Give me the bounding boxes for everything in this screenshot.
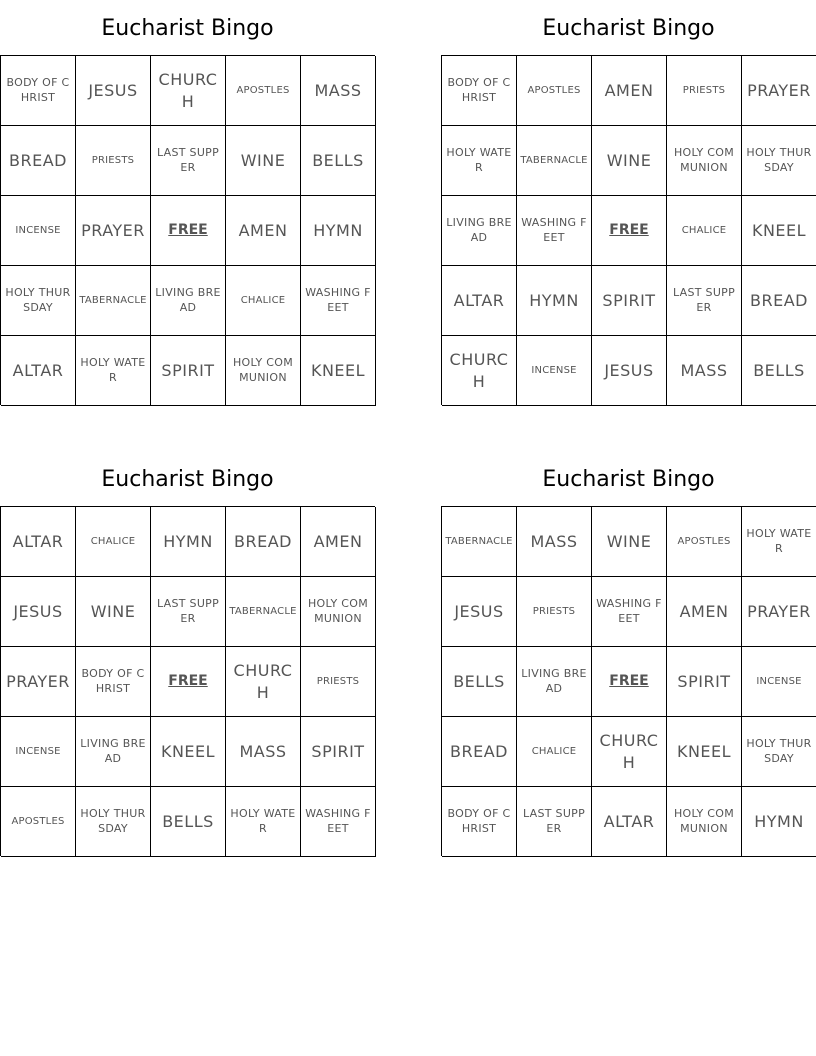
- bingo-cell: HOLY WATER: [742, 507, 816, 577]
- bingo-cell: PRIESTS: [301, 647, 376, 717]
- bingo-cell: HOLY THURSDAY: [76, 787, 151, 857]
- bingo-cell: BREAD: [1, 126, 76, 196]
- bingo-cell: ALTAR: [1, 336, 76, 406]
- bingo-grid: [441, 506, 816, 856]
- bingo-cell: JESUS: [1, 577, 76, 647]
- bingo-cell: SPIRIT: [592, 266, 667, 336]
- bingo-cell: LAST SUPPER: [151, 577, 226, 647]
- bingo-cell: HYMN: [151, 507, 226, 577]
- bingo-cell: APOSTLES: [226, 56, 301, 126]
- bingo-cell: BODY OF CHRIST: [1, 56, 76, 126]
- bingo-cell: PRAYER: [742, 56, 816, 126]
- bingo-cell: WINE: [592, 126, 667, 196]
- bingo-cell: BODY OF CHRIST: [442, 56, 517, 126]
- bingo-cell: HOLY COMMUNION: [667, 787, 742, 857]
- bingo-cell: HOLY THURSDAY: [742, 126, 816, 196]
- bingo-cell: ALTAR: [442, 266, 517, 336]
- bingo-cell: BELLS: [742, 336, 816, 406]
- bingo-cell: AMEN: [667, 577, 742, 647]
- bingo-cell: LIVING BREAD: [517, 647, 592, 717]
- free-space: FREE: [151, 196, 226, 266]
- bingo-cell: KNEEL: [667, 717, 742, 787]
- bingo-cell: HOLY WATER: [442, 126, 517, 196]
- bingo-cell: WINE: [76, 577, 151, 647]
- free-space: FREE: [592, 647, 667, 717]
- bingo-cell: KNEEL: [742, 196, 816, 266]
- bingo-cell: PRIESTS: [667, 56, 742, 126]
- bingo-cell: AMEN: [301, 507, 376, 577]
- bingo-grid: [0, 55, 375, 405]
- bingo-cell: LIVING BREAD: [76, 717, 151, 787]
- bingo-cell: KNEEL: [301, 336, 376, 406]
- bingo-cell: BODY OF CHRIST: [442, 787, 517, 857]
- card-title: Eucharist Bingo: [542, 467, 715, 492]
- bingo-cell: BELLS: [151, 787, 226, 857]
- bingo-cell: CHALICE: [667, 196, 742, 266]
- bingo-cell: TABERNACLE: [76, 266, 151, 336]
- bingo-cell: HOLY THURSDAY: [1, 266, 76, 336]
- bingo-cell: TABERNACLE: [226, 577, 301, 647]
- bingo-cell: PRAYER: [1, 647, 76, 717]
- bingo-cell: WINE: [592, 507, 667, 577]
- bingo-cell: INCENSE: [1, 196, 76, 266]
- bingo-cell: WINE: [226, 126, 301, 196]
- free-space: FREE: [151, 647, 226, 717]
- bingo-cell: JESUS: [76, 56, 151, 126]
- bingo-cell: SPIRIT: [301, 717, 376, 787]
- card-title: Eucharist Bingo: [101, 16, 274, 41]
- bingo-cell: LAST SUPPER: [667, 266, 742, 336]
- bingo-cell: HYMN: [742, 787, 816, 857]
- bingo-cell: HOLY WATER: [76, 336, 151, 406]
- bingo-card-2: [441, 0, 816, 405]
- bingo-cell: TABERNACLE: [517, 126, 592, 196]
- bingo-cell: JESUS: [592, 336, 667, 406]
- bingo-cell: PRAYER: [76, 196, 151, 266]
- card-title: Eucharist Bingo: [542, 16, 715, 41]
- bingo-cell: APOSTLES: [517, 56, 592, 126]
- bingo-cell: HOLY WATER: [226, 787, 301, 857]
- bingo-cell: PRAYER: [742, 577, 816, 647]
- bingo-grid: [441, 55, 816, 405]
- bingo-card-1: [0, 0, 375, 405]
- bingo-cell: HYMN: [301, 196, 376, 266]
- bingo-cell: MASS: [517, 507, 592, 577]
- card-title: Eucharist Bingo: [101, 467, 274, 492]
- bingo-cell: CHURCH: [226, 647, 301, 717]
- bingo-cell: BODY OF CHRIST: [76, 647, 151, 717]
- bingo-cell: LIVING BREAD: [151, 266, 226, 336]
- bingo-cell: LIVING BREAD: [442, 196, 517, 266]
- bingo-cell: ALTAR: [1, 507, 76, 577]
- bingo-cell: BELLS: [442, 647, 517, 717]
- bingo-cell: SPIRIT: [151, 336, 226, 406]
- bingo-cell: CHURCH: [592, 717, 667, 787]
- bingo-cell: CHURCH: [151, 56, 226, 126]
- bingo-cell: HYMN: [517, 266, 592, 336]
- bingo-cell: WASHING FEET: [301, 266, 376, 336]
- bingo-cell: BREAD: [742, 266, 816, 336]
- bingo-cell: HOLY COMMUNION: [301, 577, 376, 647]
- bingo-cell: KNEEL: [151, 717, 226, 787]
- bingo-cell: CHALICE: [517, 717, 592, 787]
- bingo-cell: PRIESTS: [517, 577, 592, 647]
- bingo-cell: SPIRIT: [667, 647, 742, 717]
- bingo-cell: HOLY COMMUNION: [667, 126, 742, 196]
- bingo-cell: HOLY COMMUNION: [226, 336, 301, 406]
- bingo-cell: MASS: [667, 336, 742, 406]
- bingo-cell: INCENSE: [1, 717, 76, 787]
- bingo-cell: BREAD: [442, 717, 517, 787]
- bingo-cell: MASS: [226, 717, 301, 787]
- bingo-cell: LAST SUPPER: [517, 787, 592, 857]
- bingo-cell: WASHING FEET: [301, 787, 376, 857]
- bingo-cell: CHALICE: [76, 507, 151, 577]
- bingo-cell: JESUS: [442, 577, 517, 647]
- free-space: FREE: [592, 196, 667, 266]
- bingo-cell: APOSTLES: [667, 507, 742, 577]
- bingo-cell: APOSTLES: [1, 787, 76, 857]
- bingo-cell: AMEN: [226, 196, 301, 266]
- bingo-cell: WASHING FEET: [517, 196, 592, 266]
- bingo-cell: MASS: [301, 56, 376, 126]
- bingo-cell: ALTAR: [592, 787, 667, 857]
- bingo-cell: PRIESTS: [76, 126, 151, 196]
- bingo-cell: INCENSE: [517, 336, 592, 406]
- bingo-cell: BREAD: [226, 507, 301, 577]
- bingo-card-4: [441, 451, 816, 856]
- bingo-card-3: [0, 451, 375, 856]
- bingo-cell: AMEN: [592, 56, 667, 126]
- bingo-grid: [0, 506, 375, 856]
- bingo-cell: WASHING FEET: [592, 577, 667, 647]
- bingo-cell: HOLY THURSDAY: [742, 717, 816, 787]
- bingo-cell: TABERNACLE: [442, 507, 517, 577]
- bingo-cell: INCENSE: [742, 647, 816, 717]
- bingo-cell: LAST SUPPER: [151, 126, 226, 196]
- bingo-cell: CHALICE: [226, 266, 301, 336]
- bingo-cell: CHURCH: [442, 336, 517, 406]
- bingo-cell: BELLS: [301, 126, 376, 196]
